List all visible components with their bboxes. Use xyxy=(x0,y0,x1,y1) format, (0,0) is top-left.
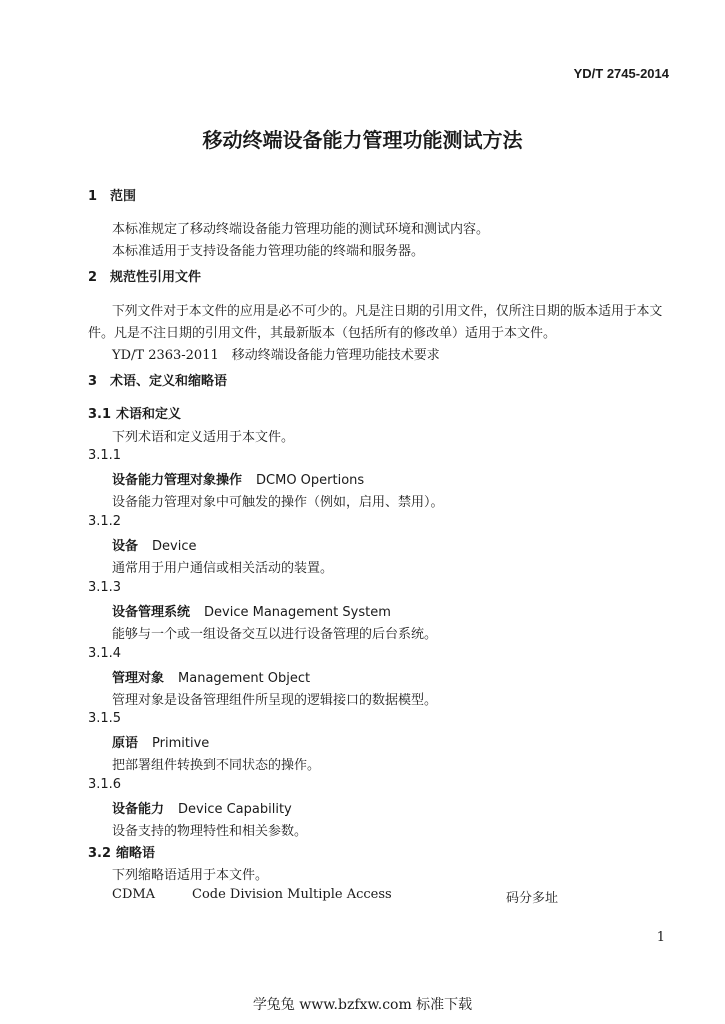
paragraph: 本标准适用于支持设备能力管理功能的终端和服务器。 xyxy=(112,244,425,259)
term-heading xyxy=(112,601,391,620)
term-en: Device Capability xyxy=(178,802,292,817)
section-number: 1 xyxy=(88,189,98,204)
section-number: 3.1 xyxy=(88,407,112,422)
document-title: 移动终端设备能力管理功能测试方法 xyxy=(202,128,523,152)
section-title: 范围 xyxy=(110,189,137,204)
term-number: 3.1.1 xyxy=(88,448,122,463)
term-heading xyxy=(112,667,310,686)
section-title: 术语、定义和缩略语 xyxy=(110,374,228,389)
term-definition: 设备能力管理对象中可触发的操作（例如，启用、禁用）。 xyxy=(112,495,444,510)
term-en: Device Management System xyxy=(204,605,391,620)
paragraph: 下列缩略语适用于本文件。 xyxy=(112,868,269,883)
term-heading xyxy=(112,732,209,751)
term-number: 3.1.6 xyxy=(88,777,122,792)
section-3-heading xyxy=(88,370,227,389)
abbreviation-full: Code Division Multiple Access xyxy=(192,887,392,902)
section-title: 缩略语 xyxy=(116,846,156,861)
abbreviation: CDMA xyxy=(112,887,156,902)
term-definition: 把部署组件转换到不同状态的操作。 xyxy=(112,758,321,773)
term-en: DCMO Opertions xyxy=(256,473,365,488)
footer-watermark: 学兔兔 www.bzfxw.com 标准下载 xyxy=(252,997,473,1013)
section-number: 3.2 xyxy=(88,846,112,861)
term-heading xyxy=(112,798,292,817)
term-number: 3.1.5 xyxy=(88,711,122,726)
term-zh: 设备能力 xyxy=(112,802,165,817)
normative-reference: YD/T 2363-2011 移动终端设备能力管理功能技术要求 xyxy=(112,348,440,363)
term-definition: 通常用于用户通信或相关活动的装置。 xyxy=(112,561,334,576)
standard-number: YD/T 2745-2014 xyxy=(573,66,669,81)
term-definition: 管理对象是设备管理组件所呈现的逻辑接口的数据模型。 xyxy=(112,693,438,708)
term-heading xyxy=(112,535,196,554)
term-definition: 能够与一个或一组设备交互以进行设备管理的后台系统。 xyxy=(112,627,438,642)
paragraph: 下列文件对于本文件的应用是必不可少的。凡是注日期的引用文件，仅所注日期的版本适用于本文 xyxy=(112,304,663,319)
term-zh: 设备管理系统 xyxy=(112,605,191,620)
term-en: Device xyxy=(152,539,197,554)
term-number: 3.1.3 xyxy=(88,580,122,595)
page-number: 1 xyxy=(656,930,665,945)
section-1-heading xyxy=(88,185,136,204)
paragraph: 件。凡是不注日期的引用文件，其最新版本（包括所有的修改单）适用于本文件。 xyxy=(88,326,557,341)
section-number: 2 xyxy=(88,270,98,285)
term-en: Management Object xyxy=(178,671,311,686)
section-2-heading xyxy=(88,266,201,285)
section-3-1-heading xyxy=(88,403,181,422)
section-title: 规范性引用文件 xyxy=(110,270,202,285)
abbreviation-zh: 码分多址 xyxy=(506,891,559,906)
section-title: 术语和定义 xyxy=(116,407,182,422)
term-number: 3.1.4 xyxy=(88,646,122,661)
section-3-2-heading xyxy=(88,842,155,861)
term-zh: 管理对象 xyxy=(112,671,165,686)
term-number: 3.1.2 xyxy=(88,514,122,529)
section-number: 3 xyxy=(88,374,98,389)
term-definition: 设备支持的物理特性和相关参数。 xyxy=(112,824,308,839)
term-zh: 设备 xyxy=(112,539,139,554)
paragraph: 下列术语和定义适用于本文件。 xyxy=(112,430,295,445)
term-zh: 原语 xyxy=(112,736,139,751)
paragraph: 本标准规定了移动终端设备能力管理功能的测试环境和测试内容。 xyxy=(112,222,490,237)
term-heading xyxy=(112,469,364,488)
term-en: Primitive xyxy=(152,736,210,751)
term-zh: 设备能力管理对象操作 xyxy=(112,473,243,488)
